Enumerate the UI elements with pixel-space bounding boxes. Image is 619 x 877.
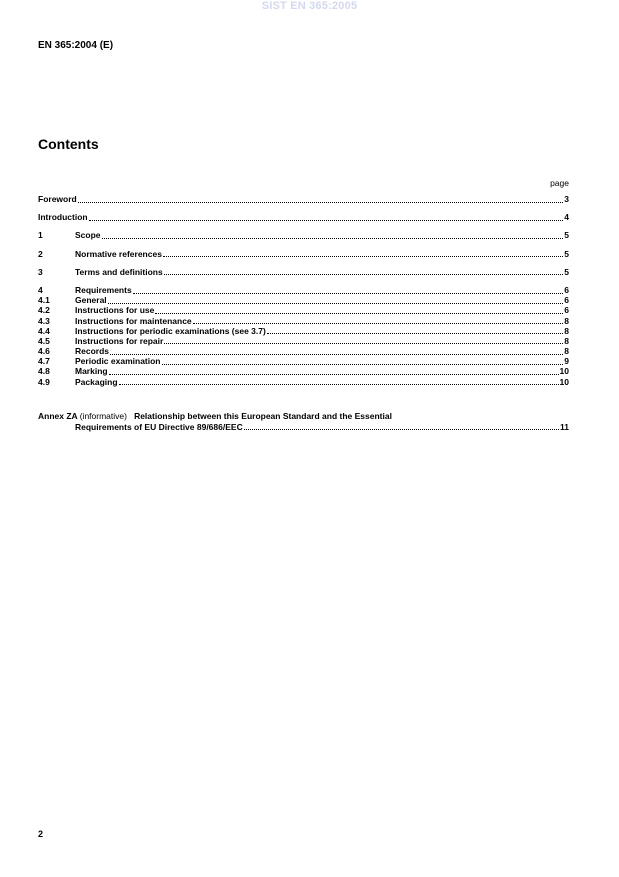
toc-entry-title: Instructions for periodic examinations (see 3.7) [75,325,266,336]
toc-entry-title: Introduction [38,212,88,223]
toc-entry-number: 4.7 [38,356,50,367]
leader-dots [102,232,564,239]
toc-entry-title: Requirements [75,284,132,295]
toc-entry-number: 3 [38,266,43,277]
leader-dots [108,297,564,304]
toc-entry-number: 4.3 [38,315,50,326]
leader-dots [133,287,564,294]
toc-entry-title: Records [75,346,110,357]
toc-entry-page: 5 [564,266,569,277]
toc-entry-title: Marking [75,366,108,377]
toc-entry-instructions-for-repair[interactable] [38,336,569,346]
toc-entry-page: 5 [564,248,569,259]
toc-entry-page: 8 [564,315,569,326]
toc-entry-page: 3 [564,194,569,204]
toc-entry-number: 4.9 [38,376,50,387]
toc-entry-title: Instructions for repair [75,335,164,346]
toc-entry-number: 4.4 [38,325,50,336]
leader-dots [162,358,564,365]
toc-entry-instructions-for-use[interactable] [38,305,569,315]
leader-dots [244,423,559,430]
leader-dots [155,307,563,314]
toc-entry-number: 4 [38,284,43,295]
annex-line-1 [38,411,569,422]
leader-dots [119,378,559,385]
watermark: SIST EN 365:2005 [261,0,358,12]
toc-entry-page: 6 [564,284,569,295]
toc-entry-marking[interactable] [38,366,569,376]
toc-entry-title: Scope [75,230,101,241]
annex-label: Annex ZA [38,411,78,421]
toc-entry-general[interactable] [38,295,569,305]
toc-entry-normative-references[interactable] [38,249,569,259]
toc-entry-instructions-for-maintenance[interactable] [38,316,569,326]
toc-entry-number: 4.2 [38,305,50,316]
toc-entry-number: 4.8 [38,366,50,377]
toc-entry-number: 2 [38,248,43,259]
toc-entry-title: Foreword [38,194,77,204]
toc-entry-number: 4.5 [38,335,50,346]
toc-entry-title: Instructions for use [75,305,155,316]
toc-entry-title: Instructions for maintenance [75,315,192,326]
toc-entry-instructions-for-periodic-examinations[interactable] [38,326,569,336]
leader-dots [78,196,564,203]
annex-qualifier: (informative) [79,411,127,421]
leader-dots [109,368,559,375]
toc-entry-page: 6 [564,295,569,306]
annex-title-line-1: Relationship between this European Standard and the Essential [134,411,392,421]
toc-entry-title: General [75,295,107,306]
toc-entry-foreword[interactable] [38,194,569,204]
toc-entry-title: Normative references [75,248,162,259]
toc-entry-page: 6 [564,305,569,316]
leader-dots [164,337,563,344]
contents-heading: Contents [38,136,99,152]
toc-entry-scope[interactable] [38,230,569,240]
toc-entry-requirements[interactable] [38,285,569,295]
toc-entry-records[interactable] [38,346,569,356]
toc-entry-page: 10 [559,366,569,377]
toc-entry-page: 10 [559,376,569,387]
leader-dots [193,317,564,324]
toc-entry-page: 4 [564,212,569,223]
leader-dots [163,250,563,257]
toc-entry-page: 8 [564,325,569,336]
leader-dots [267,327,563,334]
toc-entry-page: 5 [564,230,569,241]
toc-entry-periodic-examination[interactable] [38,356,569,366]
toc-entry-page: 9 [564,356,569,367]
toc-entry-packaging[interactable] [38,377,569,387]
toc-entry-terms-and-definitions[interactable] [38,267,569,277]
leader-dots [89,214,564,221]
document-id: EN 365:2004 (E) [38,40,114,51]
toc-entry-number: 1 [38,230,43,241]
toc-entry-page: 8 [564,346,569,357]
table-of-contents [38,194,569,387]
toc-entry-number: 4.1 [38,295,50,306]
annex-line-2 [38,422,569,433]
toc-entry-title: Periodic examination [75,356,161,367]
page-number: 2 [38,829,44,839]
annex-page: 11 [560,421,569,432]
annex-title-line-2: Requirements of EU Directive 89/686/EEC [75,421,243,432]
toc-entry-annex-za[interactable] [38,411,569,432]
toc-entry-title: Terms and definitions [75,266,163,277]
toc-entry-introduction[interactable] [38,212,569,222]
leader-dots [110,348,563,355]
toc-entry-page: 8 [564,335,569,346]
toc-entry-number: 4.6 [38,346,50,357]
leader-dots [164,268,564,275]
toc-entry-title: Packaging [75,376,118,387]
page-column-label: page [550,178,569,188]
